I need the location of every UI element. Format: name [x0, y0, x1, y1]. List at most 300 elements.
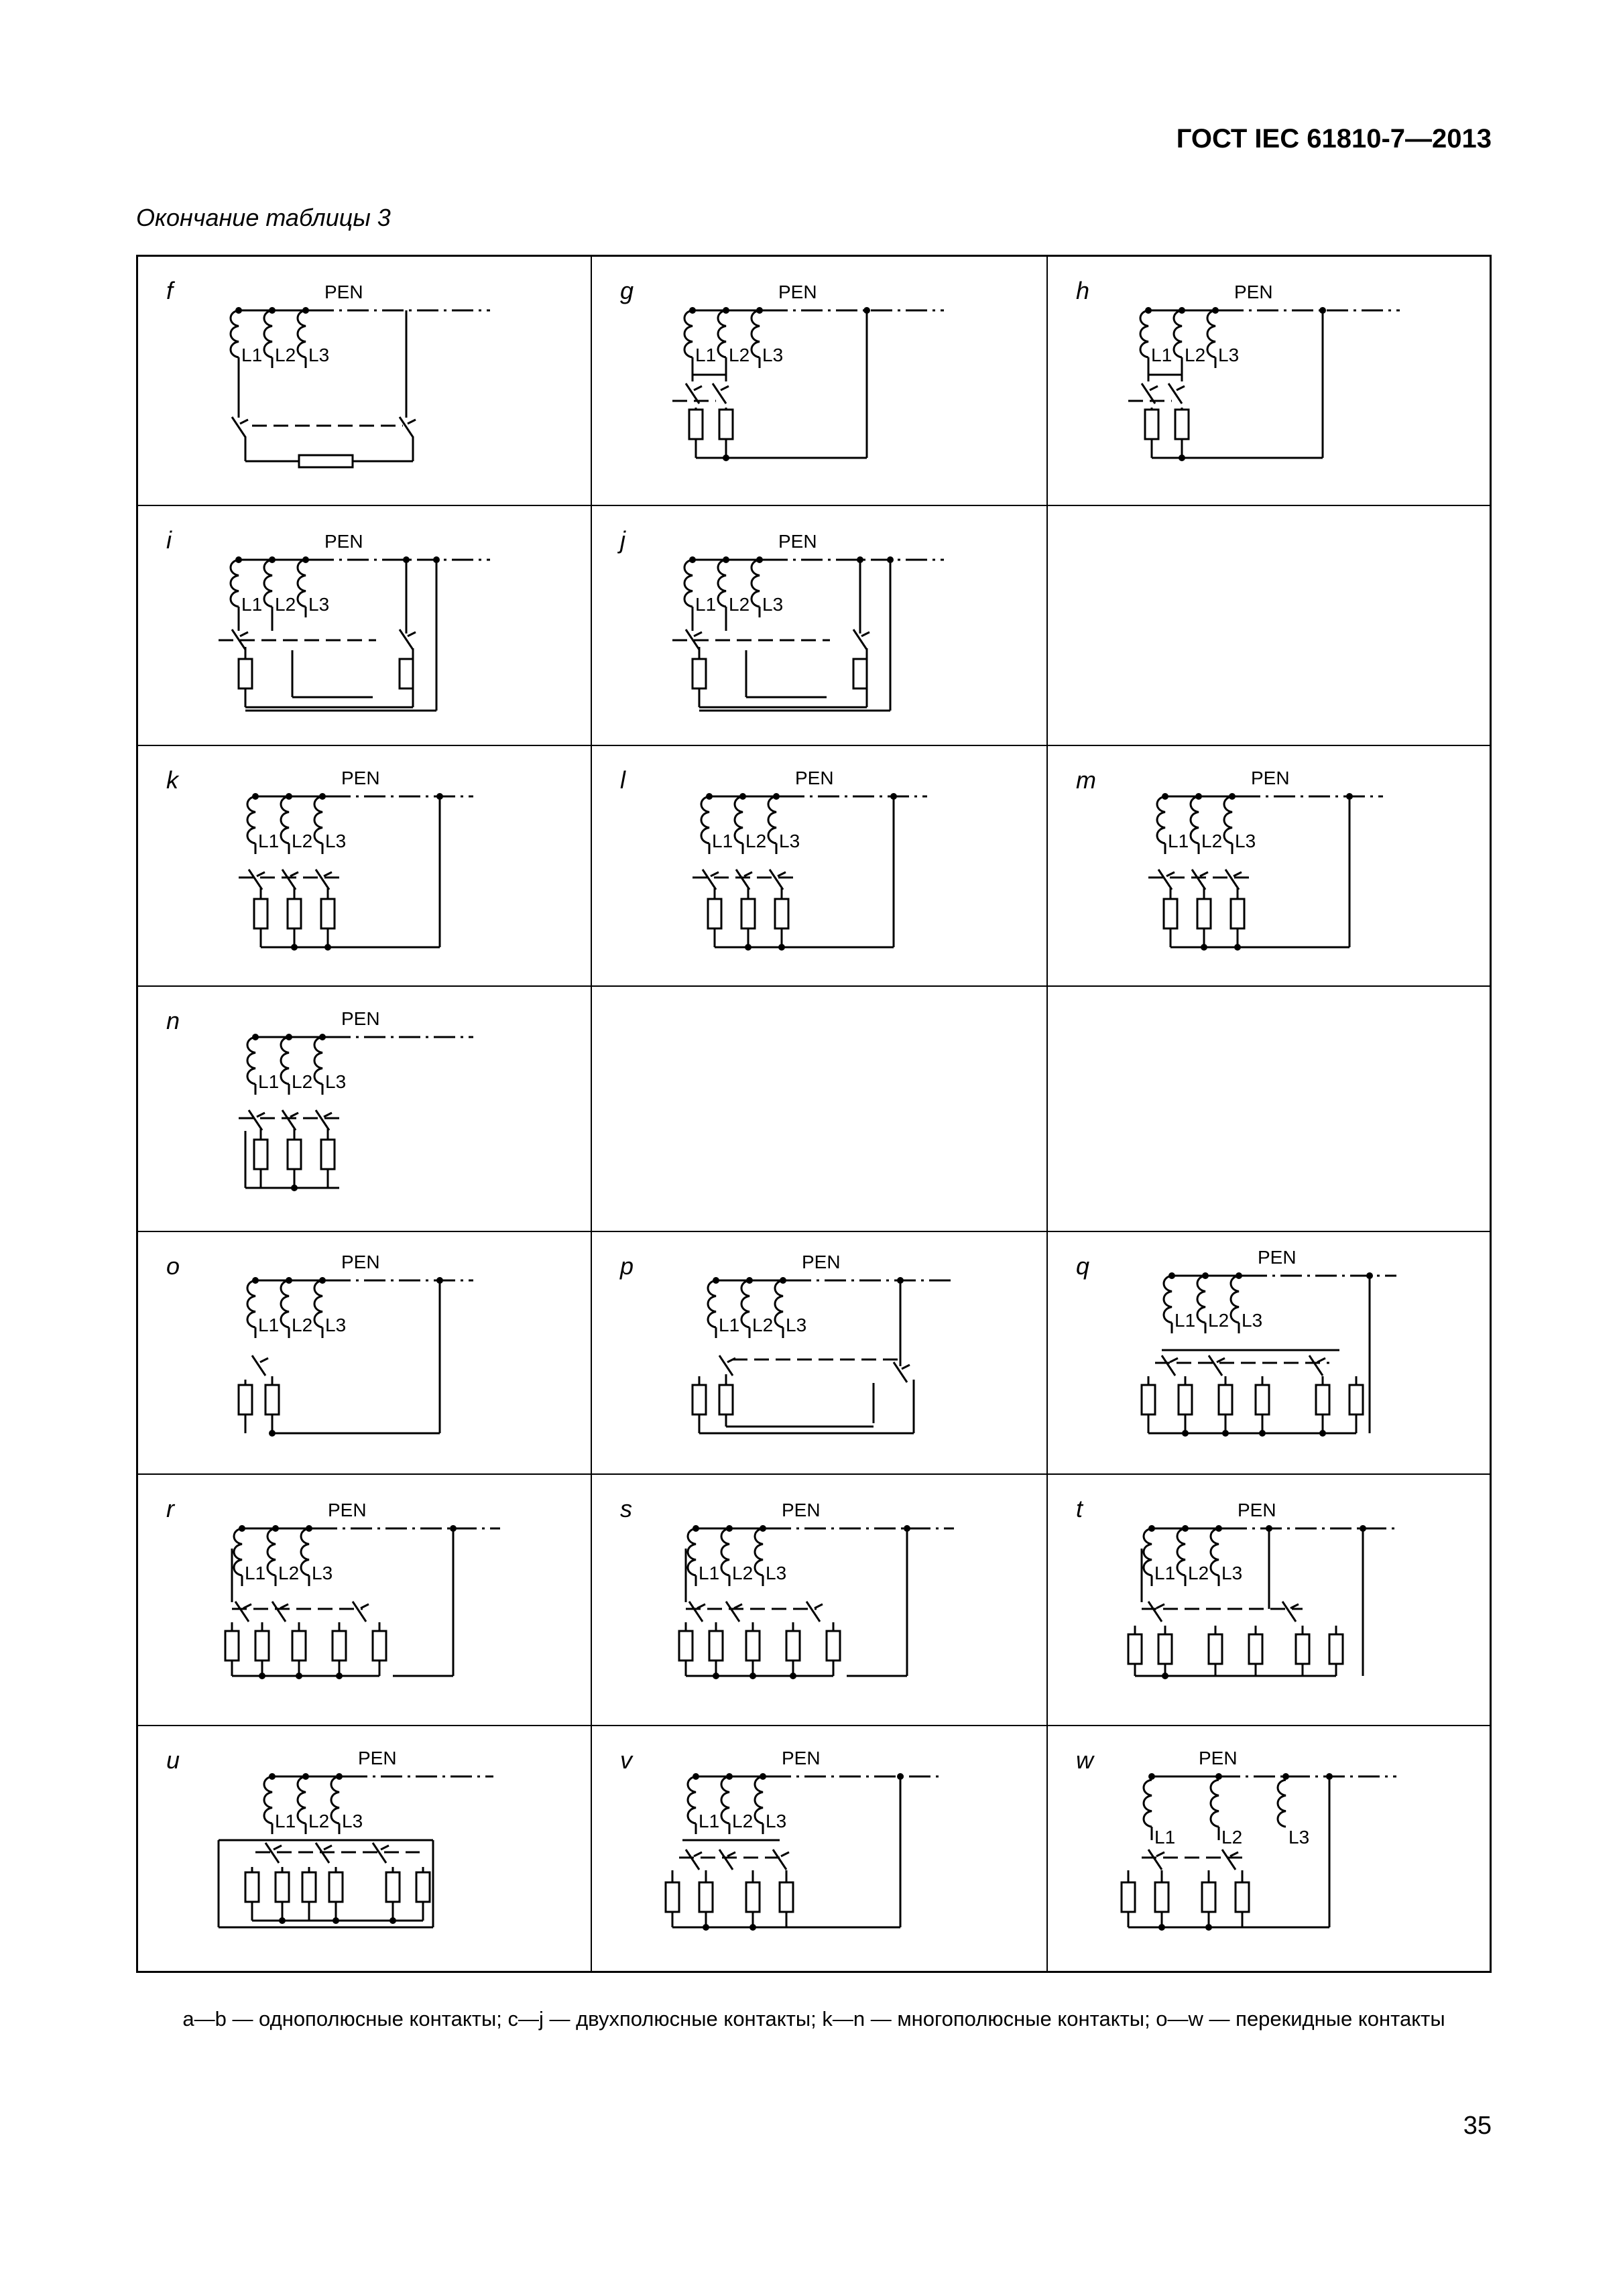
- contact-tick: [861, 632, 869, 636]
- phase-label-l1: L1: [699, 1563, 720, 1583]
- contact: [726, 1602, 739, 1622]
- bus-label: PEN: [328, 1500, 367, 1520]
- bus-label: PEN: [341, 1008, 380, 1029]
- phase-label-l3: L3: [1235, 831, 1256, 851]
- junction-dot: [336, 1673, 343, 1679]
- junction-dot: [1162, 1673, 1168, 1679]
- resistor: [276, 1872, 289, 1902]
- contact-tick: [1317, 1358, 1325, 1362]
- contact-tick: [324, 872, 332, 876]
- contact-tick: [711, 872, 719, 876]
- table-footnote: a—b — однополюсные контакты; c—j — двухполюсные контакты; k—n — многополюсные контакты; o—w — перекидные контакты: [182, 2007, 1445, 2031]
- winding-coil: [314, 796, 322, 843]
- resistor: [254, 899, 267, 928]
- circuit-diagram: [592, 1726, 1046, 1973]
- winding-coil: [1278, 1780, 1286, 1827]
- phase-label-l3: L3: [1242, 1310, 1263, 1331]
- bus-label: PEN: [341, 768, 380, 788]
- circuit-diagram: [1048, 746, 1492, 985]
- phase-label-l2: L2: [278, 1563, 300, 1583]
- winding-coil: [741, 1280, 749, 1327]
- contact-tick: [260, 1358, 268, 1362]
- contact-tick: [734, 1604, 742, 1608]
- contact-tick: [694, 1852, 702, 1856]
- junction-dot: [1282, 1773, 1289, 1780]
- resistor: [786, 1631, 800, 1660]
- bus-label: PEN: [1234, 282, 1273, 302]
- junction-dot: [749, 1924, 756, 1931]
- circuit-diagram: [138, 746, 591, 985]
- contact: [703, 869, 716, 890]
- resistor: [329, 1872, 343, 1902]
- phase-label-l2: L2: [729, 594, 750, 615]
- circuit-diagram: [592, 1475, 1046, 1725]
- resistor: [1158, 1634, 1172, 1664]
- contact: [232, 417, 245, 437]
- contact: [235, 1602, 249, 1622]
- circuit-diagram: [1048, 1232, 1492, 1473]
- winding-coil: [1211, 1780, 1219, 1827]
- phase-label-l3: L3: [766, 1811, 787, 1831]
- junction-dot: [890, 793, 897, 800]
- table-cell: [592, 1232, 1046, 1473]
- phase-label-l3: L3: [308, 345, 330, 365]
- junction-dot: [1215, 1773, 1222, 1780]
- phase-label-l1: L1: [258, 1315, 280, 1335]
- phase-label-l1: L1: [699, 1811, 720, 1831]
- phase-label-l1: L1: [258, 1071, 280, 1092]
- contact-tick: [1200, 872, 1208, 876]
- contact: [1309, 1355, 1323, 1376]
- contact: [249, 1110, 262, 1130]
- contact-tick: [361, 1604, 369, 1608]
- winding-coil: [1207, 310, 1215, 357]
- junction-dot: [403, 556, 410, 563]
- junction-dot: [887, 556, 894, 563]
- resistor: [666, 1882, 679, 1912]
- phase-label-l3: L3: [325, 831, 347, 851]
- phase-label-l3: L3: [766, 1563, 787, 1583]
- bus-label: PEN: [1258, 1247, 1297, 1268]
- contact-tick: [1166, 872, 1175, 876]
- phase-label-l1: L1: [258, 831, 280, 851]
- contact: [252, 1355, 265, 1376]
- phase-label-l1: L1: [712, 831, 733, 851]
- phase-label-l1: L1: [1151, 345, 1173, 365]
- contact: [686, 1850, 699, 1870]
- resistor: [299, 455, 353, 467]
- winding-coil: [298, 560, 306, 607]
- contact: [1209, 1355, 1222, 1376]
- phase-label-l3: L3: [1288, 1827, 1310, 1848]
- cell-letter: p: [620, 1252, 634, 1280]
- winding-coil: [234, 1528, 242, 1575]
- resistor: [1209, 1634, 1222, 1664]
- contact: [770, 869, 783, 890]
- bus-label: PEN: [795, 768, 834, 788]
- cell-letter: m: [1076, 766, 1096, 794]
- contact: [282, 1110, 296, 1130]
- phase-label-l2: L2: [292, 1071, 313, 1092]
- winding-coil: [298, 310, 306, 357]
- cell-letter: s: [620, 1495, 632, 1522]
- circuit-diagram: [138, 1726, 591, 1973]
- cell-letter: h: [1076, 277, 1090, 304]
- junction-dot: [1205, 1924, 1212, 1931]
- winding-coil: [688, 1528, 696, 1575]
- page-number: 35: [1463, 2112, 1492, 2140]
- resistor: [1231, 899, 1244, 928]
- junction-dot: [1346, 793, 1353, 800]
- phase-label-l2: L2: [1221, 1827, 1243, 1848]
- cell-letter: v: [620, 1746, 632, 1774]
- circuit-diagram: [592, 746, 1046, 985]
- cell-letter: w: [1076, 1746, 1093, 1774]
- cell-letter: r: [166, 1495, 174, 1522]
- cell-letter: q: [1076, 1252, 1090, 1280]
- contact: [1158, 869, 1172, 890]
- resistor: [288, 899, 301, 928]
- phase-label-l2: L2: [292, 1315, 313, 1335]
- phase-label-l2: L2: [292, 831, 313, 851]
- contact: [249, 869, 262, 890]
- junction-dot: [863, 307, 870, 314]
- winding-coil: [1191, 796, 1199, 843]
- resistor: [292, 1631, 306, 1660]
- phase-label-l1: L1: [245, 1563, 266, 1583]
- resistor: [780, 1882, 793, 1912]
- resistor: [373, 1631, 386, 1660]
- resistor: [693, 659, 706, 688]
- winding-coil: [735, 796, 743, 843]
- resistor: [333, 1631, 346, 1660]
- junction-dot: [389, 1917, 396, 1924]
- phase-label-l3: L3: [762, 345, 784, 365]
- winding-coil: [718, 560, 726, 607]
- phase-label-l1: L1: [1154, 1827, 1176, 1848]
- table-cell: [592, 506, 1046, 745]
- phase-label-l1: L1: [695, 345, 717, 365]
- winding-coil: [281, 1280, 289, 1327]
- table-cell: [592, 257, 1046, 505]
- contact-tick: [902, 1365, 910, 1369]
- winding-coil: [752, 310, 760, 357]
- phase-label-l2: L2: [745, 831, 767, 851]
- resistor: [1122, 1882, 1135, 1912]
- phase-label-l3: L3: [325, 1315, 347, 1335]
- junction-dot: [1179, 455, 1185, 461]
- phase-label-l2: L2: [308, 1811, 330, 1831]
- cell-letter: i: [166, 526, 172, 554]
- winding-coil: [1144, 1528, 1152, 1575]
- junction-dot: [1319, 307, 1326, 314]
- phase-label-l3: L3: [312, 1563, 333, 1583]
- cell-letter: l: [620, 766, 625, 794]
- contact: [400, 417, 413, 437]
- winding-coil: [314, 1037, 322, 1084]
- contact-tick: [1170, 1358, 1178, 1362]
- winding-coil: [1224, 796, 1232, 843]
- bus-label: PEN: [778, 531, 817, 552]
- circuit-diagram: [1048, 1475, 1492, 1725]
- circuit-diagram: [1048, 257, 1492, 505]
- resistor: [416, 1872, 430, 1902]
- contact-tick: [408, 420, 416, 424]
- winding-coil: [684, 310, 693, 357]
- winding-coil: [718, 310, 726, 357]
- resistor: [1145, 410, 1158, 439]
- cell-letter: k: [166, 766, 178, 794]
- phase-label-l1: L1: [241, 594, 263, 615]
- contact-tick: [1150, 386, 1158, 390]
- table-cell: [592, 1726, 1046, 1973]
- junction-dot: [296, 1673, 302, 1679]
- contact: [689, 1602, 703, 1622]
- resistor: [265, 1385, 279, 1414]
- resistor: [1179, 1385, 1192, 1414]
- contact-tick: [727, 1852, 735, 1856]
- junction-dot: [897, 1773, 904, 1780]
- table-cell: [592, 1475, 1046, 1725]
- table-cell: [138, 257, 591, 505]
- bus-label: PEN: [324, 282, 363, 302]
- junction-dot: [1266, 1525, 1272, 1532]
- winding-coil: [1140, 310, 1148, 357]
- contact-tick: [257, 1113, 265, 1117]
- contact-tick: [290, 1113, 298, 1117]
- junction-dot: [1182, 1430, 1189, 1437]
- resistor: [1175, 410, 1189, 439]
- table-cell: [138, 1726, 591, 1973]
- resistor: [719, 410, 733, 439]
- table-cell: [1048, 987, 1492, 1231]
- winding-coil: [264, 560, 272, 607]
- junction-dot: [450, 1525, 457, 1532]
- resistor: [699, 1882, 713, 1912]
- winding-coil: [281, 1037, 289, 1084]
- winding-coil: [1211, 1528, 1219, 1575]
- phase-label-l1: L1: [1168, 831, 1189, 851]
- junction-dot: [279, 1917, 286, 1924]
- winding-coil: [775, 1280, 783, 1327]
- cell-letter: f: [166, 277, 174, 304]
- contact-tick: [257, 872, 265, 876]
- resistor: [741, 899, 755, 928]
- resistor: [775, 899, 788, 928]
- table-cell: [592, 987, 1046, 1231]
- junction-dot: [1360, 1525, 1366, 1532]
- table-cell: [1048, 506, 1492, 745]
- phase-label-l1: L1: [695, 594, 717, 615]
- resistor: [1349, 1385, 1363, 1414]
- contact-tick: [240, 632, 248, 636]
- winding-coil: [267, 1528, 276, 1575]
- resistor: [693, 1385, 706, 1414]
- junction-dot: [436, 1277, 443, 1284]
- contact-tick: [815, 1604, 823, 1608]
- contact-tick: [1217, 1358, 1225, 1362]
- contact-tick: [1234, 872, 1242, 876]
- circuit-diagram: [138, 1475, 591, 1725]
- circuit-diagram: [1048, 1726, 1492, 1973]
- phase-label-l3: L3: [308, 594, 330, 615]
- junction-dot: [269, 1430, 276, 1437]
- winding-coil: [684, 560, 693, 607]
- circuit-diagram: [592, 506, 1046, 745]
- resistor: [1197, 899, 1211, 928]
- table-cell: [1048, 746, 1492, 985]
- junction-dot: [749, 1673, 756, 1679]
- resistor: [386, 1872, 400, 1902]
- phase-label-l2: L2: [732, 1563, 754, 1583]
- bus-label: PEN: [324, 531, 363, 552]
- contact: [1148, 1850, 1162, 1870]
- contact: [1225, 869, 1239, 890]
- contact: [1148, 1602, 1162, 1622]
- cell-letter: j: [620, 526, 625, 554]
- contact: [316, 869, 329, 890]
- phase-label-l3: L3: [779, 831, 800, 851]
- contact: [1192, 869, 1205, 890]
- contact-tick: [290, 872, 298, 876]
- contact-tick: [408, 632, 416, 636]
- resistor: [245, 1872, 259, 1902]
- circuit-diagram: [138, 506, 591, 745]
- contact-tick: [694, 386, 702, 390]
- table-cell: [1048, 1726, 1492, 1973]
- table-caption: Окончание таблицы 3: [136, 204, 391, 231]
- bus-label: PEN: [782, 1748, 821, 1768]
- contact-tick: [1156, 1604, 1164, 1608]
- contact: [719, 1355, 733, 1376]
- phase-label-l3: L3: [786, 1315, 807, 1335]
- contact-tick: [280, 1604, 288, 1608]
- winding-coil: [1197, 1276, 1205, 1323]
- circuit-diagram: [138, 987, 591, 1231]
- phase-label-l3: L3: [325, 1071, 347, 1092]
- resistor: [288, 1140, 301, 1169]
- contact: [1282, 1602, 1296, 1622]
- junction-dot: [745, 944, 752, 951]
- contact: [719, 1850, 733, 1870]
- winding-coil: [752, 560, 760, 607]
- resistor: [1202, 1882, 1215, 1912]
- winding-coil: [1177, 1528, 1185, 1575]
- phase-label-l1: L1: [1154, 1563, 1176, 1583]
- resistor: [1296, 1634, 1309, 1664]
- table-cell: [138, 1232, 591, 1473]
- contact: [272, 1602, 286, 1622]
- resistor: [321, 1140, 335, 1169]
- phase-label-l2: L2: [732, 1811, 754, 1831]
- contact-tick: [1290, 1604, 1299, 1608]
- contact: [713, 383, 726, 404]
- resistor: [746, 1631, 760, 1660]
- winding-coil: [331, 1776, 339, 1823]
- phase-label-l3: L3: [762, 594, 784, 615]
- contact: [353, 1602, 366, 1622]
- resistor: [827, 1631, 840, 1660]
- table-cell: [138, 1475, 591, 1725]
- junction-dot: [1259, 1430, 1266, 1437]
- phase-label-l3: L3: [1218, 345, 1240, 365]
- resistor: [689, 410, 703, 439]
- resistor: [255, 1631, 269, 1660]
- winding-coil: [231, 560, 239, 607]
- bus-label: PEN: [1199, 1748, 1238, 1768]
- contact-tick: [381, 1846, 389, 1850]
- resistor: [225, 1631, 239, 1660]
- resistor: [1249, 1634, 1262, 1664]
- junction-dot: [1234, 944, 1241, 951]
- cell-letter: t: [1076, 1495, 1083, 1522]
- phase-label-l2: L2: [1188, 1563, 1209, 1583]
- winding-coil: [231, 310, 239, 357]
- resistor: [400, 659, 413, 688]
- contact-tick: [1230, 1852, 1238, 1856]
- table-cell: [1048, 1475, 1492, 1725]
- junction-dot: [433, 556, 440, 563]
- phase-label-l2: L2: [729, 345, 750, 365]
- winding-coil: [247, 1280, 255, 1327]
- circuit-diagram: [592, 1232, 1046, 1473]
- contact-tick: [778, 872, 786, 876]
- table-cell: [138, 987, 591, 1231]
- table-cell: [592, 746, 1046, 985]
- contact-tick: [1156, 1852, 1164, 1856]
- phase-label-l2: L2: [1208, 1310, 1229, 1331]
- resistor: [709, 1631, 723, 1660]
- standard-designation: ГОСТ IEC 61810-7—2013: [1176, 124, 1492, 154]
- bus-label: PEN: [341, 1252, 380, 1272]
- winding-coil: [281, 796, 289, 843]
- contact: [1168, 383, 1182, 404]
- winding-coil: [688, 1776, 696, 1823]
- bus-label: PEN: [802, 1252, 841, 1272]
- winding-coil: [1144, 1780, 1152, 1827]
- phase-label-l3: L3: [342, 1811, 363, 1831]
- winding-coil: [264, 310, 272, 357]
- phase-label-l2: L2: [275, 345, 296, 365]
- contact: [282, 869, 296, 890]
- junction-dot: [1319, 1430, 1326, 1437]
- circuit-table: [136, 255, 1492, 1973]
- resistor: [1155, 1882, 1168, 1912]
- junction-dot: [713, 1673, 719, 1679]
- junction-dot: [778, 944, 785, 951]
- bus-label: PEN: [1251, 768, 1290, 788]
- contact: [773, 1850, 786, 1870]
- bus-label: PEN: [1238, 1500, 1276, 1520]
- winding-coil: [721, 1528, 729, 1575]
- resistor: [321, 899, 335, 928]
- resistor: [708, 899, 721, 928]
- resistor: [239, 659, 252, 688]
- resistor: [1236, 1882, 1249, 1912]
- resistor: [1142, 1385, 1155, 1414]
- resistor: [1128, 1634, 1142, 1664]
- junction-dot: [1366, 1272, 1373, 1279]
- table-cell: [138, 506, 591, 745]
- winding-coil: [1231, 1276, 1239, 1323]
- junction-dot: [897, 1277, 904, 1284]
- contact: [1222, 1850, 1236, 1870]
- junction-dot: [857, 556, 863, 563]
- resistor: [853, 659, 867, 688]
- winding-coil: [755, 1776, 763, 1823]
- junction-dot: [1158, 1924, 1165, 1931]
- junction-dot: [291, 944, 298, 951]
